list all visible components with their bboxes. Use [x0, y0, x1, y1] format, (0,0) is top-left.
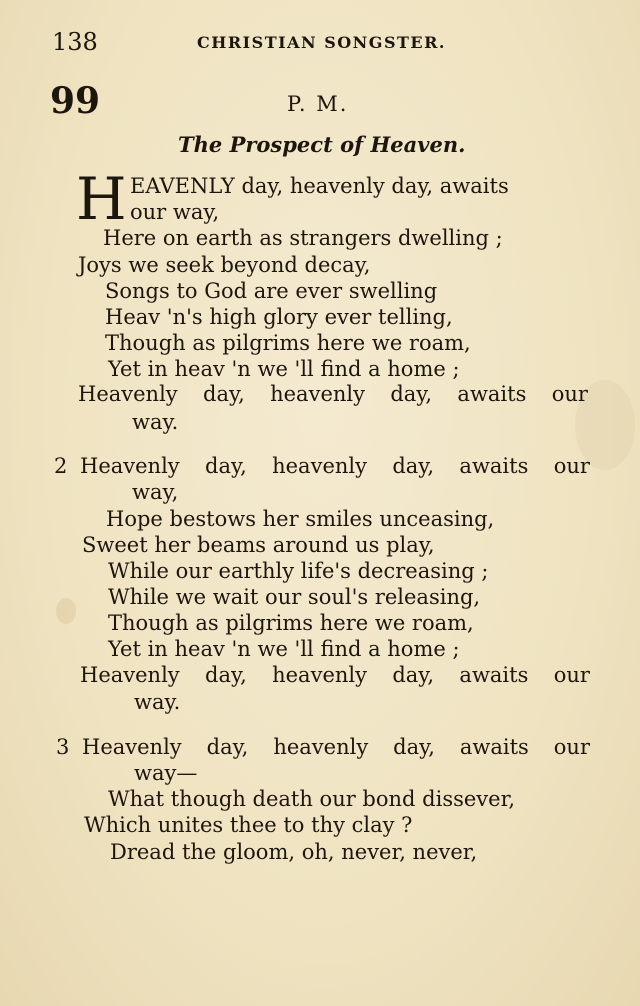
verse1-line-1	[130, 173, 587, 199]
verse-word: heavenly	[273, 735, 369, 759]
drop-cap: H	[76, 165, 127, 233]
refrain-word: our	[553, 663, 590, 687]
verse-word: awaits	[459, 454, 529, 478]
verse2-line-4: While our earthly life's decreasing ;	[108, 559, 489, 583]
verse1-line-1-cont: our way,	[130, 200, 220, 224]
verse1-line-2: Here on earth as strangers dwelling ;	[103, 226, 503, 250]
verse-word: day,	[206, 735, 249, 759]
refrain-word: Heavenly	[78, 382, 178, 406]
verse2-line-1-cont: way,	[132, 480, 179, 504]
refrain-word: day,	[205, 663, 247, 687]
verse-word: Heavenly	[80, 454, 180, 478]
page-header	[52, 28, 600, 58]
verse3-line-3: Which unites thee to thy clay ?	[84, 813, 413, 837]
hymn-title: The Prospect of Heaven.	[178, 132, 466, 157]
verse-word: our	[553, 454, 590, 478]
verse3-line-2: What though death our bond dissever,	[108, 787, 515, 811]
verse-word: day,	[393, 735, 435, 759]
verse1-line-4: Songs to God are ever swelling	[105, 279, 438, 303]
refrain-word: heavenly	[270, 382, 365, 406]
verse3-number: 3	[56, 735, 70, 759]
refrain-word: Heavenly	[80, 663, 180, 687]
verse2-number: 2	[54, 454, 68, 478]
running-head: CHRISTIAN SONGSTER.	[197, 33, 446, 52]
verse-word: Heavenly	[82, 735, 182, 759]
verse2-line-3: Sweet her beams around us play,	[82, 533, 435, 557]
verse1-refrain-cont: way.	[132, 410, 179, 434]
verse2-line-7: Yet in heav 'n we 'll find a home ;	[108, 637, 460, 661]
refrain-word: our	[551, 382, 588, 406]
verse2-refrain	[80, 662, 590, 688]
verse3-line-1-cont: way—	[134, 761, 198, 785]
verse1-refrain	[78, 381, 588, 407]
verse1-line-6: Though as pilgrims here we roam,	[105, 331, 471, 355]
verse2-refrain-cont: way.	[134, 690, 181, 714]
hymn-number: 99	[50, 80, 101, 122]
verse-word: awaits	[459, 735, 529, 759]
verse1-line-1-text: EAVENLY day, heavenly day, awaits	[130, 174, 509, 198]
verse3-line-4: Dread the gloom, oh, never, never,	[110, 840, 478, 864]
verse1-line-7: Yet in heav 'n we 'll find a home ;	[108, 357, 460, 381]
refrain-word: heavenly	[272, 663, 367, 687]
verse2-line-5: While we wait our soul's releasing,	[108, 585, 481, 609]
refrain-word: day,	[203, 382, 245, 406]
verse2-line-6: Though as pilgrims here we roam,	[108, 611, 474, 635]
refrain-word: day,	[390, 382, 433, 406]
refrain-word: day,	[392, 663, 435, 687]
verse1-line-3: Joys we seek beyond decay,	[78, 253, 371, 277]
verse1-line-5: Heav 'n's high glory ever telling,	[105, 305, 453, 329]
page-number: 138	[52, 28, 98, 56]
verse-word: day,	[392, 454, 435, 478]
verse2-line-1	[80, 453, 590, 479]
hymn-meter: P. M.	[287, 92, 349, 116]
verse-word: heavenly	[272, 454, 367, 478]
verse3-line-1	[82, 734, 590, 760]
refrain-word: awaits	[457, 382, 527, 406]
verse-word: our	[553, 735, 590, 759]
verse2-line-2: Hope bestows her smiles unceasing,	[106, 507, 495, 531]
paper-stain	[56, 598, 76, 624]
refrain-word: awaits	[459, 663, 529, 687]
verse-word: day,	[205, 454, 247, 478]
